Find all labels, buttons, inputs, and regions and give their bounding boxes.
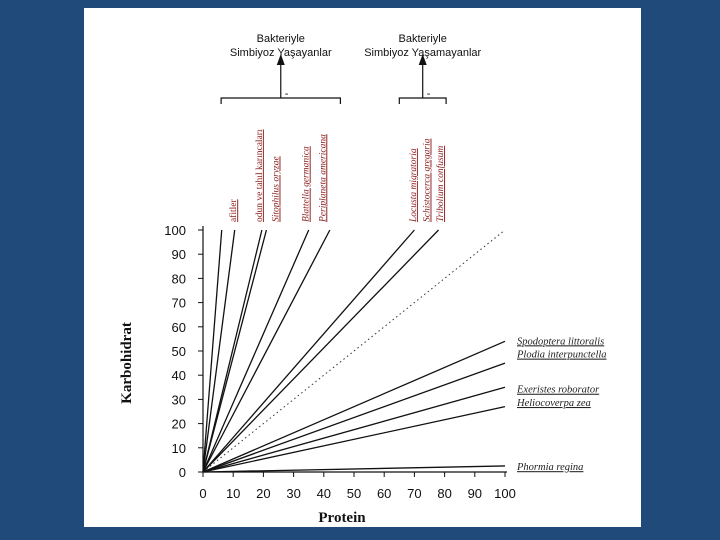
x-tick-label: 30 bbox=[286, 486, 301, 501]
group-title-line1: Bakteriyle bbox=[398, 33, 447, 45]
species-label-right: Spodoptera littoralis bbox=[517, 336, 605, 348]
series-line-6 bbox=[203, 230, 330, 472]
y-tick-label: 20 bbox=[171, 416, 186, 432]
y-tick-label: 60 bbox=[171, 319, 186, 335]
group-title-line1: Bakteriyle bbox=[256, 33, 305, 45]
species-label-top: odun ve tahıl karıncaları bbox=[254, 129, 265, 222]
x-tick-label: 50 bbox=[346, 486, 362, 501]
species-label-right: Plodia interpunctella bbox=[517, 349, 607, 361]
x-tick-label: 10 bbox=[225, 486, 241, 501]
series-line-12 bbox=[203, 407, 505, 472]
x-tick-label: 80 bbox=[437, 486, 452, 501]
y-tick-label: 10 bbox=[171, 440, 186, 456]
series-line-13 bbox=[203, 466, 505, 472]
slide-panel bbox=[84, 8, 641, 527]
y-tick-label: 90 bbox=[171, 247, 186, 263]
species-label-top: Locusta migratoria bbox=[408, 148, 419, 222]
y-tick-label: 30 bbox=[171, 392, 186, 408]
x-tick-label: 0 bbox=[199, 486, 207, 501]
series-line-8 bbox=[203, 230, 439, 472]
group-title-line2: Simbiyoz Yaşayanlar bbox=[229, 47, 332, 59]
x-tick-label: 40 bbox=[316, 486, 332, 501]
series-lines bbox=[203, 230, 505, 472]
x-tick-label: 70 bbox=[407, 486, 422, 501]
group-bracket bbox=[399, 98, 446, 104]
y-axis-title: Karbohidrat bbox=[119, 322, 135, 404]
group-bracket bbox=[221, 98, 340, 104]
x-tick-label: 60 bbox=[376, 486, 392, 501]
group-title-line2: Simbiyoz Yaşamayanlar bbox=[364, 47, 482, 59]
y-tick-label: 70 bbox=[171, 295, 186, 311]
series-line-11 bbox=[203, 387, 505, 472]
species-label-right: Phormia regina bbox=[517, 462, 584, 474]
series-line-9 bbox=[203, 341, 505, 472]
y-tick-label: 0 bbox=[178, 465, 186, 480]
chart-labels bbox=[221, 33, 606, 473]
group-mark: - bbox=[426, 88, 431, 100]
y-tick-label: 80 bbox=[171, 271, 186, 287]
y-tick-label: 50 bbox=[171, 344, 186, 359]
x-tick-label: 100 bbox=[494, 486, 516, 501]
species-label-top: Periplaneta americana bbox=[318, 134, 329, 222]
species-label-top: Sitophilus oryzae bbox=[271, 156, 282, 222]
x-tick-label: 20 bbox=[256, 486, 271, 501]
x-axis-title: Protein bbox=[318, 510, 366, 526]
y-tick-label: 40 bbox=[171, 368, 186, 384]
carbohydrate-protein-chart bbox=[84, 8, 641, 527]
group-mark: - bbox=[284, 88, 289, 100]
reference-dotted-line bbox=[203, 230, 505, 472]
species-label-top: afitler bbox=[229, 199, 240, 222]
series-line-10 bbox=[203, 363, 505, 472]
species-label-top: Schistocerca gregaria bbox=[422, 138, 433, 222]
species-label-right: Exeristes roborator bbox=[517, 384, 600, 396]
y-tick-label: 100 bbox=[164, 223, 186, 238]
species-label-top: Blattella germanica bbox=[301, 146, 312, 222]
species-label-right: Heliocoverpa zea bbox=[517, 398, 591, 410]
species-label-top: Tribolium confusum bbox=[436, 145, 447, 222]
x-tick-label: 90 bbox=[467, 486, 483, 501]
